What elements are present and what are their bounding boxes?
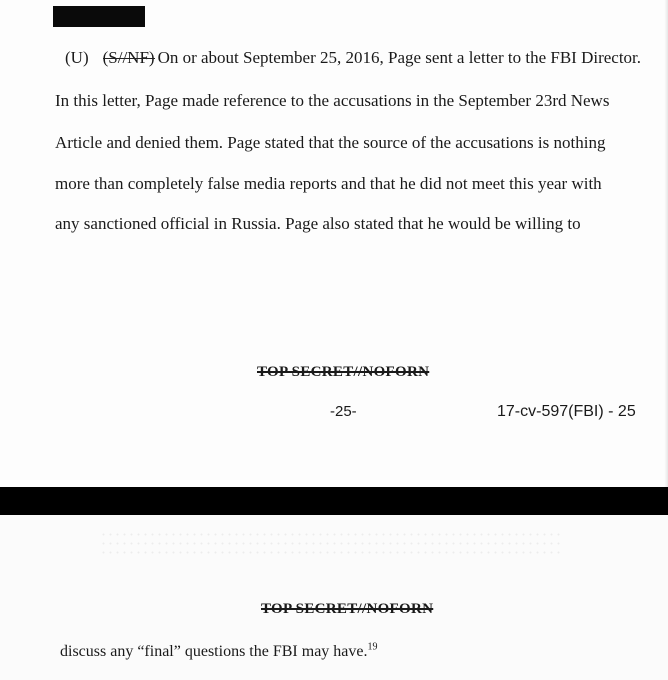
continuation-text: discuss any “final” questions the FBI may have. — [60, 643, 368, 660]
paragraph-line-3: Article and denied them. Page stated that the source of the accusations is nothing — [55, 133, 606, 152]
paragraph-line-1 — [65, 48, 641, 68]
redaction-block — [53, 6, 145, 27]
struck-classification-marking: (S//NF) — [102, 48, 155, 67]
scan-noise — [100, 530, 560, 554]
footnote-reference: 19 — [367, 641, 378, 653]
paragraph-line-5: any sanctioned official in Russia. Page also stated that he would be willing to — [55, 214, 581, 233]
classification-footer: TOP SECRET//NOFORN — [257, 364, 430, 380]
classification-header: TOP SECRET//NOFORN — [261, 601, 434, 617]
page-edge-shadow — [664, 0, 668, 487]
page-number: -25- — [330, 403, 357, 420]
bates-number: 17-cv-597(FBI) - 25 — [497, 403, 636, 420]
portion-marking: (U) — [65, 48, 89, 67]
paragraph-text-line-1: On or about September 25, 2016, Page sent a letter to the FBI Director. — [157, 48, 642, 67]
paragraph-line-4: more than completely false media reports and that he did not meet this year with — [55, 174, 602, 193]
paragraph-line-2: In this letter, Page made reference to the accusations in the September 23rd News — [55, 91, 610, 110]
continuation-line — [60, 643, 378, 661]
page-divider-bar — [0, 487, 668, 515]
